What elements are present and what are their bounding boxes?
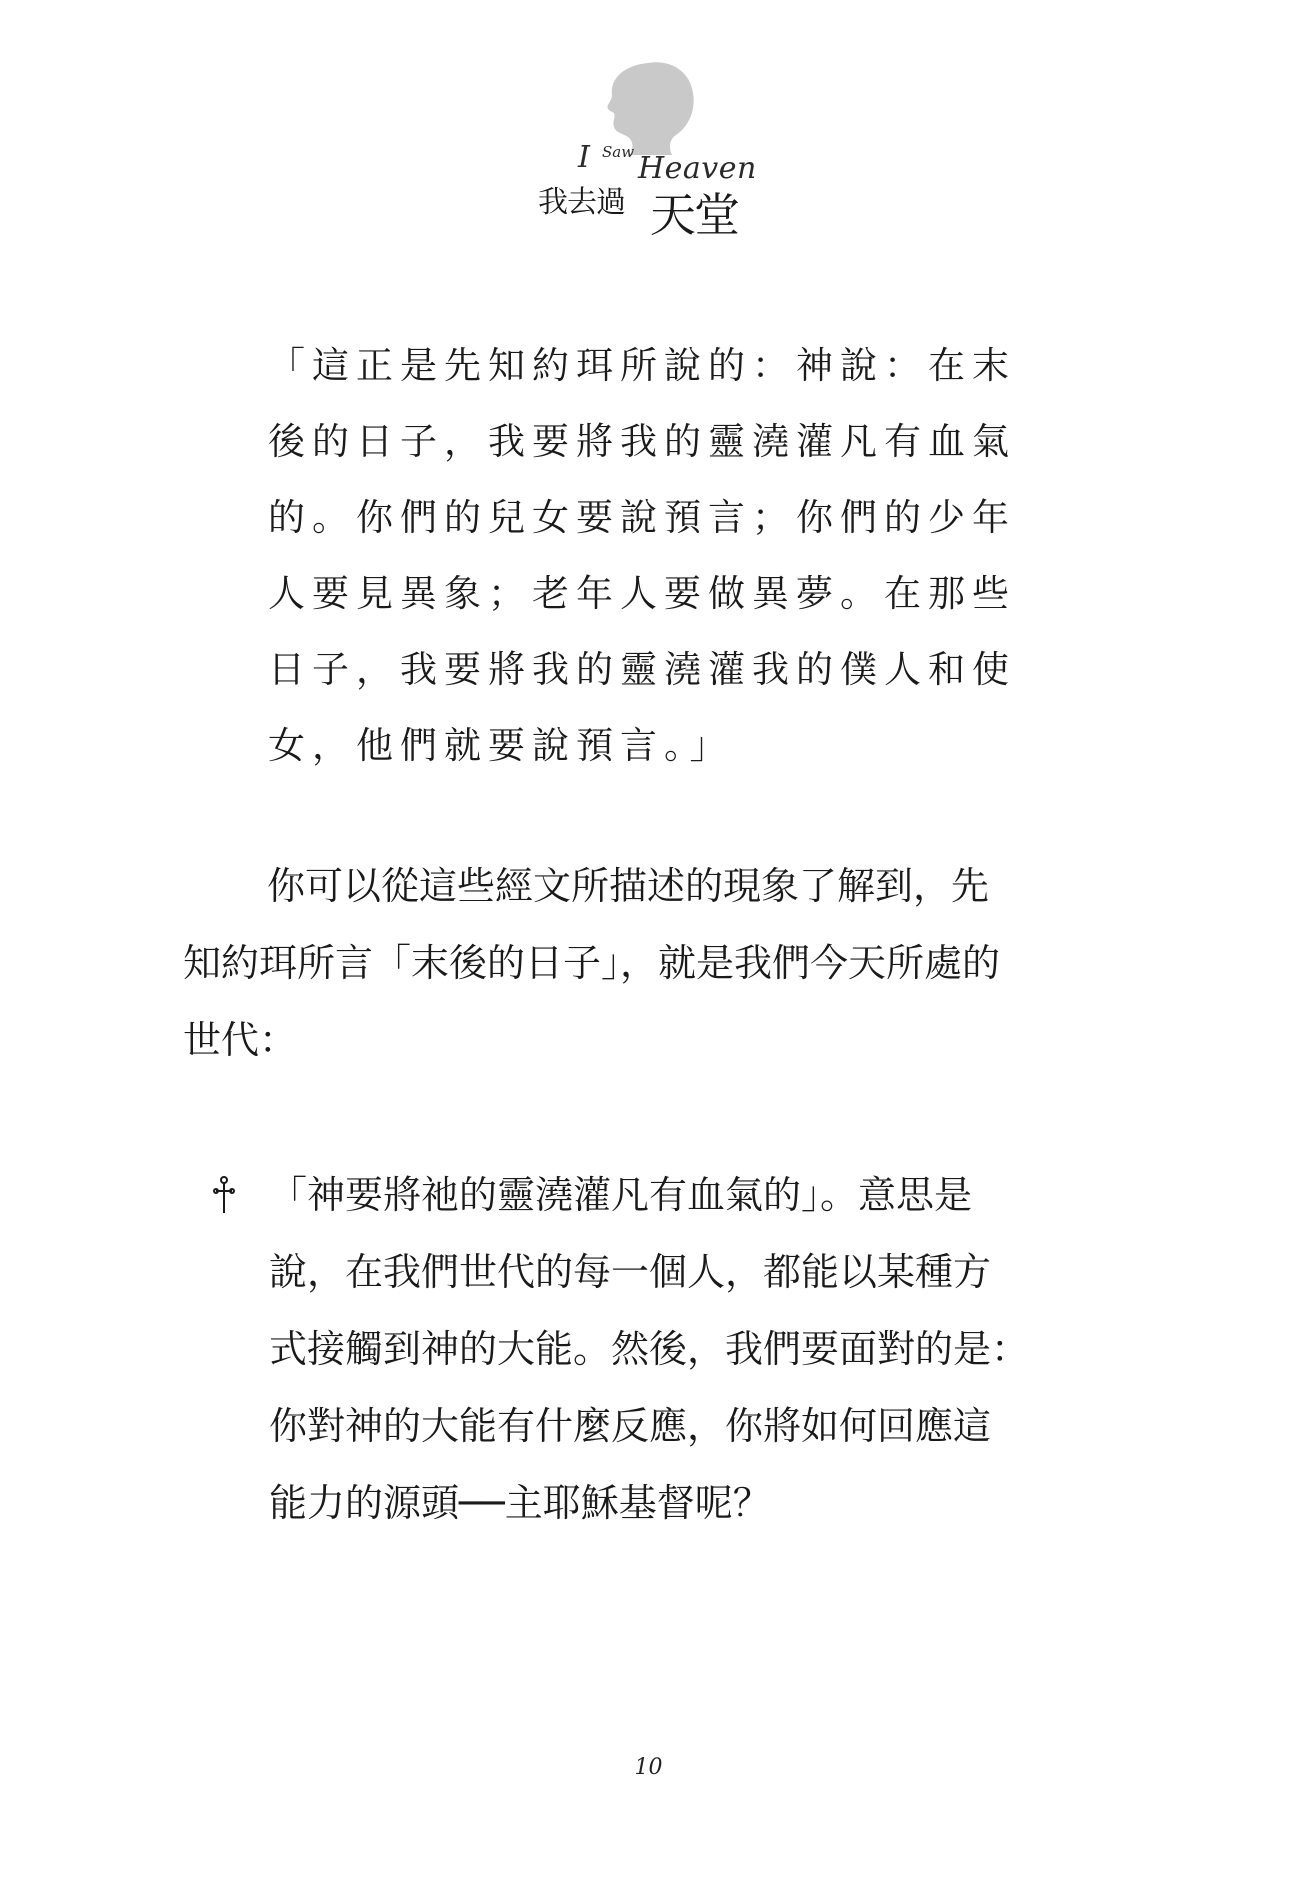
logo-english-saw: Saw	[602, 143, 635, 161]
bullet-line: 說，在我們世代的每一個人，都能以某種方	[269, 1250, 992, 1294]
paragraph-line: 世代：	[183, 1018, 298, 1062]
scripture-line: 的。你們的兒女要說預言；你們的少年	[268, 496, 1016, 539]
scripture-line: 「這正是先知約珥所說的：神說：在末	[268, 344, 1016, 387]
logo-english-heaven: Heaven	[638, 151, 757, 186]
bullet-line: 能力的源頭──主耶穌基督呢？	[269, 1481, 771, 1525]
page-number: 10	[634, 1755, 663, 1780]
logo-english-i: I	[578, 140, 590, 175]
book-logo	[530, 55, 760, 242]
bullet-text	[269, 1157, 1099, 1542]
cross-bullet-icon	[213, 1175, 235, 1215]
bullet-line: 你對神的大能有什麼反應，你將如何回應這	[269, 1404, 992, 1448]
paragraph-line: 知約珥所言「末後的日子」，就是我們今天所處的	[183, 941, 1001, 985]
logo-chinese-small: 我去過	[538, 185, 625, 220]
bullet-line: 「神要將祂的靈澆灌凡有血氣的」。意思是	[269, 1173, 973, 1217]
scripture-line: 日子，我要將我的靈澆灌我的僕人和使	[268, 648, 1016, 691]
paragraph-line: 你可以從這些經文所描述的現象了解到，先	[267, 864, 990, 908]
scripture-line: 人要見異象；老年人要做異夢。在那些	[268, 572, 1016, 615]
body-paragraph	[183, 848, 1083, 1079]
scripture-line: 後的日子，我要將我的靈澆灌凡有血氣	[268, 420, 1016, 463]
scripture-line: 女，他們就要說預言。」	[268, 724, 734, 767]
bullet-line: 式接觸到神的大能。然後，我們要面對的是：	[269, 1327, 1030, 1371]
logo-chinese-big: 天堂	[650, 188, 738, 242]
scripture-quote	[268, 328, 1016, 784]
